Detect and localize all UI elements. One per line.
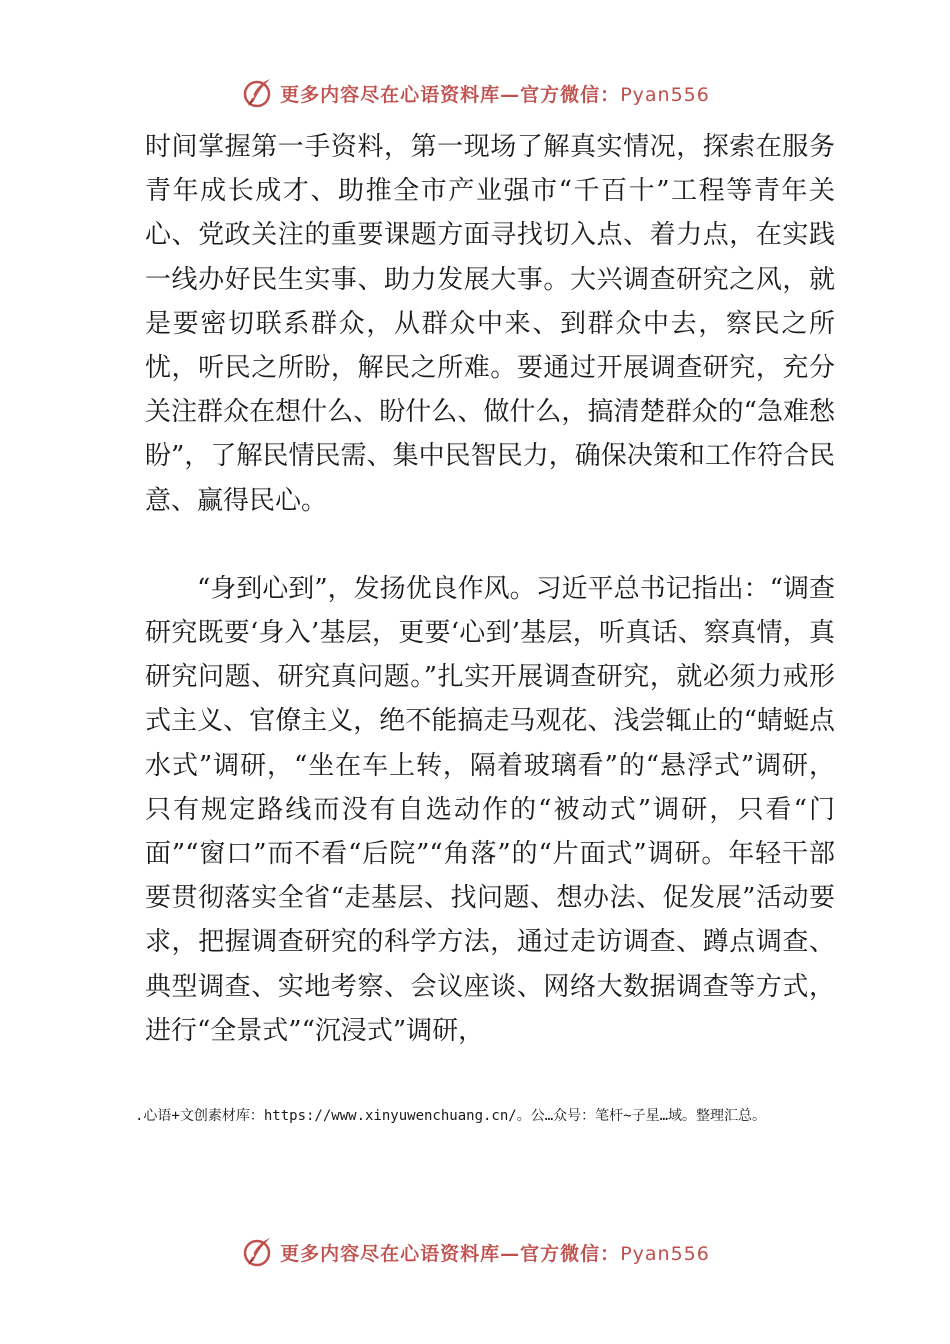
banner-slogan: 更多内容尽在心语资料库: [280, 1242, 501, 1265]
banner-wechat-label: 官方微信：: [520, 1242, 621, 1265]
header-banner: [0, 75, 950, 111]
quill-pen-logo-icon: [240, 1235, 274, 1269]
quill-pen-logo-icon: [240, 76, 274, 110]
document-body: [145, 125, 835, 1053]
banner-wechat-account: Pyan556: [620, 83, 710, 106]
source-footnote: .心语+文创素材库：https://www.xinyuwenchuang.cn/。公…众号：笔杆~子星…域。整理汇总。: [135, 1108, 767, 1124]
banner-dash: —: [500, 1242, 521, 1265]
banner-wechat-account: Pyan556: [620, 1242, 710, 1265]
banner-wechat-label: 官方微信：: [520, 83, 621, 106]
banner-text: [280, 1239, 710, 1266]
banner-text: [280, 80, 710, 107]
paragraph-2: “身到心到”，发扬优良作风。习近平总书记指出：“调查研究既要‘身入’基层，更要‘心到’基层，听真话、察真情，真研究问题、研究真问题。”扎实开展调查研究，就必须力戒形式主义、官僚主义，绝不能搞走马观花、浅尝辄止的“蜻蜓点水式”调研，“坐在车上转，隔着玻璃看”的“悬浮式”调研，只有规定路线而没有自选动作的“被动式”调研，只看“门面”“窗口”而不看“后院”“角落”的“片面式”调研。年轻干部要贯彻落实全省“走基层、找问题、想办法、促发展”活动要求，把握调查研究的科学方法，通过走访调查、蹲点调查、典型调查、实地考察、会议座谈、网络大数据调查等方式，进行“全景式”“沉浸式”调研，: [145, 573, 835, 1046]
footer-banner: [0, 1234, 950, 1270]
banner-dash: —: [500, 83, 521, 106]
paragraph-1: 时间掌握第一手资料，第一现场了解真实情况，探索在服务青年成长成才、助推全市产业强市“千百十”工程等青年关心、党政关注的重要课题方面寻找切入点、着力点，在实践一线办好民生实事、助力发展大事。大兴调查研究之风，就是要密切联系群众，从群众中来、到群众中去，察民之所忧，听民之所盼，解民之所难。要通过开展调查研究，充分关注群众在想什么、盼什么、做什么，搞清楚群众的“急难愁盼”，了解民情民需、集中民智民力，确保决策和工作符合民意、赢得民心。: [145, 132, 835, 516]
banner-slogan: 更多内容尽在心语资料库: [280, 83, 501, 106]
